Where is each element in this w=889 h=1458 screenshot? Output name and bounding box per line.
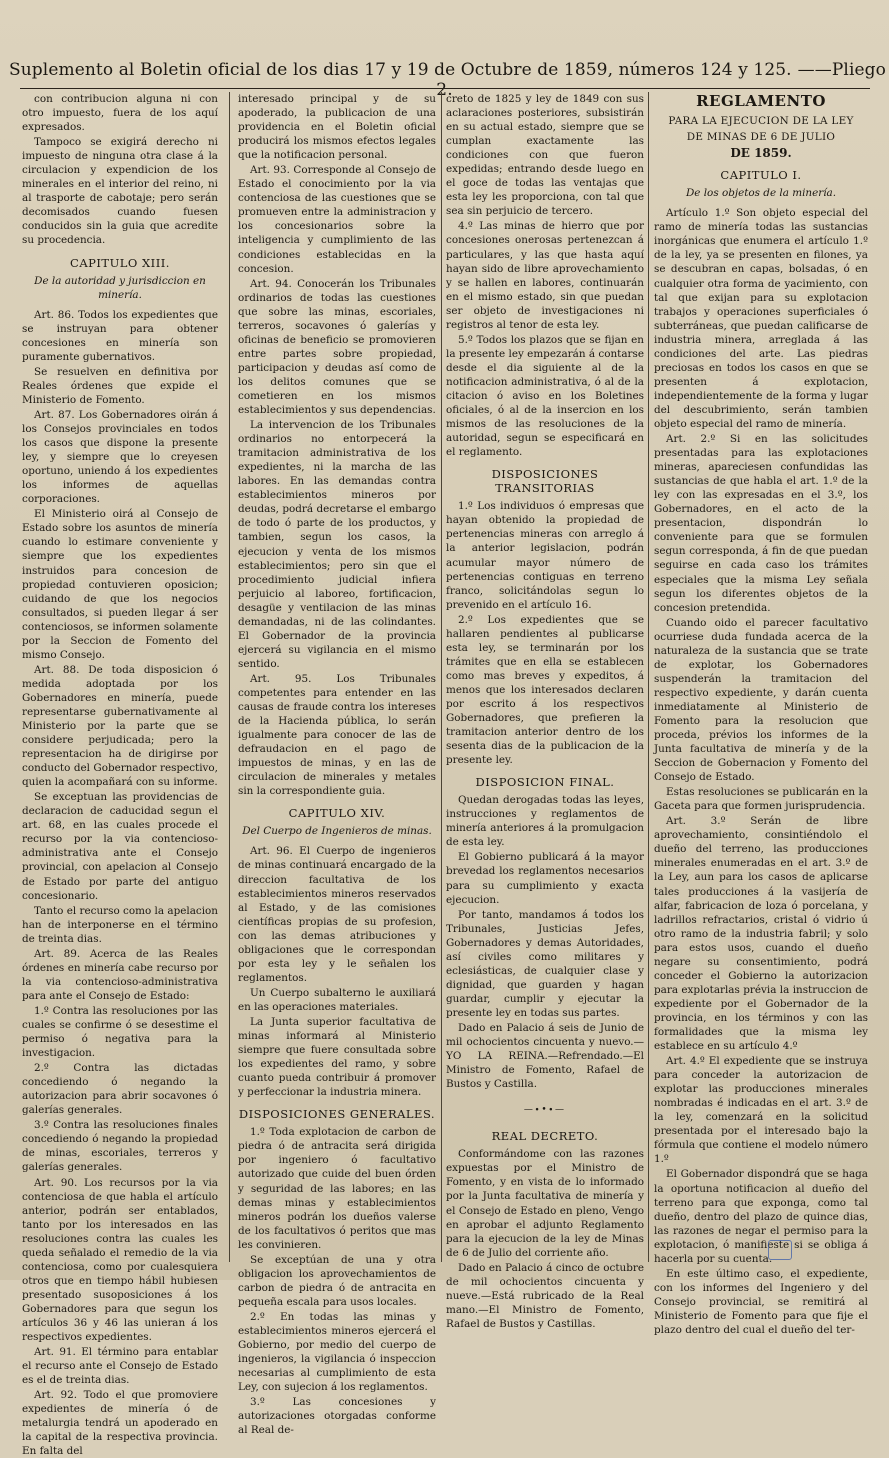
paragraph: Art. 3.º Serán de libre aprovechamiento, consintiéndolo el dueño del terreno, las producciones minerales enumeradas en el art. 3.º de la Ley, aun para los casos de aplicarse tales producciones á la vasijería de alfar, fabricacion de loza ó porcelana, y ladrillos refractarios, cristal ó vidrio ú otro ramo de la industria fabril; y solo para estos usos, cuando el dueño negare su consentimiento, podrá conceder el Gobierno la autorizacion para explotarlas prévia la instruccion de expediente por el Gobernador de la provincia, en los términos y con las formalidades que la misma ley establece en su artículo 4.º xyxy=(654,815,868,1053)
section-subtitle: De los objetos de la minería. xyxy=(685,187,837,200)
paragraph: Por tanto, mandamos á todos los Tribunales, Justicias Jefes, Gobernadores y demas Autoridades, así civiles como militares y eclesiásticas, de cualquier clase y dignidad, que guarden y hagan guardar, cumplir y ejecutar la presente ley en todas sus partes. xyxy=(446,908,644,1019)
paragraph: Cuando oido el parecer facultativo ocurriese duda fundada acerca de la naturaleza de la sustancia que se trate de explotar, los Gobernadores suspenderán la tramitacion del respectivo expediente, y darán cuenta inmediatamente al Ministerio de Fomento para la resolucion que proceda, prévios los informes de la Junta facultativa de minería y de la Seccion de Gobernacion y Fomento del Consejo de Estado. xyxy=(654,616,868,784)
paragraph: Art. 90. Los recursos por la via contenciosa de que habla el artículo anterior, podrán ser entablados, tanto por los interesados en las resoluciones contra las cuales les queda señalado el remedio de la via contenciosa, como por cualesquiera otros que en tiempo hábil hubiesen presentado susoposiciones á los Gobernadores para que segun los artículos 36 y 46 las unieran á los respectivos expedientes. xyxy=(22,1176,218,1344)
column-divider xyxy=(648,92,649,1262)
paragraph: 1.º Contra las resoluciones por las cuales se confirme ó se desestime el permiso ó negativa para la investigacion. xyxy=(22,1004,218,1060)
section-subtitle: Del Cuerpo de Ingenieros de minas. xyxy=(242,825,432,838)
library-stamp xyxy=(768,1240,792,1260)
section-heading: DISPOSICION FINAL. xyxy=(475,775,615,790)
column-divider xyxy=(441,92,442,1262)
section-heading: DISPOSICIONES GENERALES. xyxy=(238,1107,436,1122)
paragraph: Conformándome con las razones expuestas por el Ministro de Fomento, y en vista de lo informado por la Junta facultativa de minería y el Consejo de Estado en pleno, Vengo en aprobar el adjunto Reglamento para la ejecucion de la ley de Minas de 6 de Julio del corriente año. xyxy=(446,1148,644,1259)
paragraph: La intervencion de los Tribunales ordinarios no entorpecerá la tramitacion administrativa de los expedientes, ni la marcha de las labores. En las demandas contra establecimientos mineros por deudas, podrá decretarse el embargo de todo ó parte de los productos, y tambien, segun los casos, la ejecucion y venta de los mismos establecimientos; pero sin que el procedimiento judicial infiera perjuicio al laboreo, fortificacion, desagüe y ventilacion de las minas demandadas, ni de las colindantes. El Gobernador de la provincia ejercerá su vigilancia en el mismo sentido. xyxy=(238,419,436,670)
paragraph: Quedan derogadas todas las leyes, instrucciones y reglamentos de minería anteriores á la promulgacion de esta ley. xyxy=(446,794,644,849)
paragraph: Se exceptúan de una y otra obligacion los aprovechamientos de carbon de piedra ó de antracita en pequeña escala para usos locales. xyxy=(238,1253,436,1308)
paragraph: Art. 86. Todos los expedientes que se instruyan para obtener concesiones en minería son puramente gubernativos. xyxy=(22,308,218,363)
paragraph: 2.º Contra las dictadas concediendo ó negando la autorizacion para abrir socavones ó galerías generales. xyxy=(22,1062,218,1117)
section-heading: CAPITULO I. xyxy=(720,168,802,183)
paragraph: Estas resoluciones se publicarán en la Gaceta para que formen jurisprudencia. xyxy=(654,786,868,813)
paragraph: 5.º Todos los plazos que se fijan en la presente ley empezarán á contarse desde el dia siguiente al de la notificacion administrativa, ó al de la citacion ó aviso en los Boletines oficiales, ó al de la insercion en los mismos de las resoluciones de la autoridad, segun se especificará en el reglamento. xyxy=(446,333,644,459)
section-subtitle: De la autoridad y jurisdiccion en minería. xyxy=(34,274,206,301)
section-heading: DISPOSICIONES TRANSITORIAS xyxy=(491,467,599,496)
paragraph: Art. 95. Los Tribunales competentes para entender en las causas de fraude contra los intereses de la Hacienda pública, lo serán igualmente para conocer de las de defraudacion en el pago de impuestos de minas, y en las de circulacion de minerales y metales sin la correspondiente guia. xyxy=(238,672,436,798)
paragraph: Art. 91. El término para entablar el recurso ante el Consejo de Estado es el de treinta dias. xyxy=(22,1346,218,1387)
paragraph: Art. 89. Acerca de las Reales órdenes en minería cabe recurso por la via contencioso-administrativa para ante el Consejo de Estado: xyxy=(22,947,218,1002)
header-rule xyxy=(20,88,870,89)
paragraph: 1.º Toda explotacion de carbon de piedra ó de antracita será dirigida por ingeniero ó facultativo autorizado que cuide del buen órden y seguridad de las labores; en las demas minas y establecimientos mineros podrán los dueños valerse de los facultativos ó peritos que mas les convinieren. xyxy=(238,1126,436,1251)
paragraph: creto de 1825 y ley de 1849 con sus aclaraciones posteriores, subsistirán en su actual estado, siempre que se cumplan exactamente las condiciones con que fueron expedidas; entrando desde luego en el goce de todas las ventajas que esta ley les proporciona, con tal que sea sin perjuicio de tercero. xyxy=(446,93,644,218)
paragraph: interesado principal y de su apoderado, la publicacion de una providencia en el Boletin oficial producirá los mismos efectos legales que la notificacion personal. xyxy=(238,93,436,162)
column-3 xyxy=(446,92,644,1330)
paragraph: Tanto el recurso como la apelacion han de interponerse en el término de treinta dias. xyxy=(22,904,218,945)
paragraph: Art. 96. El Cuerpo de ingenieros de minas continuará encargado de la direccion facultativa de los establecimientos mineros reservados al Estado, y de las comisiones científicas propias de su profesion, con las demas atribuciones y obligaciones que le correspondan por esta ley y le señalen los reglamentos. xyxy=(238,845,436,984)
paragraph: Art. 87. Los Gobernadores oirán á los Consejos provinciales en todos los casos que dispone la presente ley, y siempre que lo creyesen oportuno, uniendo á los expedientes los informes de aquellas corporaciones. xyxy=(22,408,218,506)
paragraph: En este último caso, el expediente, con los informes del Ingeniero y del Consejo provincial, se remitirá al Ministerio de Fomento para que fije el plazo dentro del cual el dueño del ter- xyxy=(654,1267,868,1336)
paragraph: Un Cuerpo subalterno le auxiliará en las operaciones materiales. xyxy=(238,986,436,1013)
reglamento-subtitle: PARA LA EJECUCION DE LA LEY xyxy=(668,115,854,128)
paragraph: 3.º Las concesiones y autorizaciones otorgadas conforme al Real de- xyxy=(238,1396,436,1437)
column-1 xyxy=(22,92,218,1458)
column-4 xyxy=(654,92,868,1336)
paragraph: 2.º En todas las minas y establecimientos mineros ejercerá el Gobierno, por medio del cuerpo de ingenieros, la vigilancia ó inspeccion necesarias al cumplimiento de esta Ley, con sujecion á los reglamentos. xyxy=(238,1310,436,1394)
paragraph: 4.º Las minas de hierro que por concesiones onerosas pertenezcan á particulares, y las que hasta aquí hayan sido de libre aprovechamiento y se hallen en labores, continuarán en el mismo estado, sin que puedan ser objeto de investigaciones ni registros al tenor de esta ley. xyxy=(446,220,644,331)
paragraph: Art. 92. Todo el que promoviere expedientes de minería ó de metalurgia tendrá un apoderado en la capital de la respectiva provincia. En falta del xyxy=(22,1389,218,1458)
paragraph: Se resuelven en definitiva por Reales órdenes que expide el Ministerio de Fomento. xyxy=(22,365,218,406)
paragraph: Se exceptuan las providencias de declaracion de caducidad segun el art. 68, en las cuales procede el recurso por la via contencioso-administrativa ante el Consejo provincial, con apelacion al Consejo de Estado por parte del antiguo concesionario. xyxy=(22,791,218,902)
paragraph: Dado en Palacio á seis de Junio de mil ochocientos cincuenta y nuevo.—YO LA REINA.—Refrendado.—El Ministro de Fomento, Rafael de Bustos y Castilla. xyxy=(446,1022,644,1091)
paragraph: 2.º Los expedientes que se hallaren pendientes al publicarse esta ley, se terminarán por los trámites que en ella se establecen como mas breves y expeditos, á menos que los interesados declaren por escrito á los respectivos Gobernadores, que prefieren la tramitacion anterior dentro de los sesenta dias de la publicacion de la presente ley. xyxy=(446,613,644,767)
paragraph: Art. 88. De toda disposicion ó medida adoptada por los Gobernadores en minería, puede representarse gubernativamente al Ministerio por la parte que se considere perjudicada; pero la representacion ha de dirigirse por conducto del Gobernador respectivo, quien la acompañará con su informe. xyxy=(22,663,218,789)
paragraph: Art. 93. Corresponde al Consejo de Estado el conocimiento por la via contenciosa de las cuestiones que se promueven entre la administracion y los concesionarios sobre la inteligencia y cumplimiento de las condiciones establecidas en la concesion. xyxy=(238,164,436,275)
section-heading: CAPITULO XIV. xyxy=(288,806,386,821)
reglamento-year: DE 1859. xyxy=(730,146,792,161)
paragraph: Dado en Palacio á cinco de octubre de mil ochocientos cincuenta y nueve.—Está rubricado de la Real mano.—El Ministro de Fomento, Rafael de Bustos y Castillas. xyxy=(446,1261,644,1330)
ornament-divider: —∙•∙— xyxy=(523,1105,567,1116)
column-divider xyxy=(229,92,230,1262)
paragraph: El Gobernador dispondrá que se haga la oportuna notificacion al dueño del terreno para que exponga, como tal dueño, dentro del plazo de quince dias, las razones de negar el permiso para la explotacion, ó manifieste si se obliga á hacerla por su cuenta. xyxy=(654,1168,868,1265)
paragraph: Art. 94. Conocerán los Tribunales ordinarios de todas las cuestiones que sobre las minas, escoriales, terreros, socavones ó galerías y oficinas de beneficio se promovieren entre partes sobre propiedad, participacion y deudas así como de los delitos comunes que se cometieren en los mismos establecimientos y sus dependencias. xyxy=(238,277,436,417)
paragraph: Art. 2.º Si en las solicitudes presentadas para las explotaciones mineras, apareciesen confundidas las sustancias de que habla el art. 1.º de la ley con las expresadas en el 3.º, los Gobernadores, en el acto de la presentacion, dispondrán lo conveniente para que se formulen segun corresponda, á fin de que puedan seguirse en cada caso los trámites especiales que la misma Ley señala segun los diferentes objetos de la concesion pretendida. xyxy=(654,433,868,614)
section-heading: REAL DECRETO. xyxy=(491,1129,599,1144)
paragraph: Art. 4.º El expediente que se instruya para conceder la autorizacion de explotar las producciones minerales nombradas é indicadas en el art. 3.º de la ley, comenzará en la solicitud presentada por el interesado bajo la fórmula que contiene el modelo número 1.º xyxy=(654,1055,868,1166)
header-title: Suplemento al Boletin oficial de los dias 17 y 19 de Octubre de 1859, números 124 y 125. xyxy=(9,60,792,80)
paragraph: Tampoco se exigirá derecho ni impuesto de ninguna otra clase á la circulacion y expendicion de los minerales en el interior del reino, ni al trasporte de cabotaje; pero serán decomisados cuando fuesen conducidos sin la guia que acredite su procedencia. xyxy=(22,136,218,247)
reglamento-title: REGLAMENTO xyxy=(696,92,826,110)
paragraph: El Ministerio oirá al Consejo de Estado sobre los asuntos de minería cuando lo estimare conveniente y siempre que los expedientes instruidos para concesion de propiedad contuvieren oposicion; cuidando de que los negocios consultados, si pueden llegar á ser contenciosos, se informen solamente por la Seccion de Fomento del mismo Consejo. xyxy=(22,508,218,661)
section-heading: CAPITULO XIII. xyxy=(70,255,170,270)
paragraph: El Gobierno publicará á la mayor brevedad los reglamentos necesarios para su cumplimiento y exacta ejecucion. xyxy=(446,851,644,906)
paragraph: Artículo 1.º Son objeto especial del ramo de minería todas las sustancias inorgánicas que enumera el artículo 1.º de la ley, ya se presenten en filones, ya se descubran en capas, bolsadas, ó en cualquier otra forma de yacimiento, con tal que exijan para su explotacion trabajos y operaciones superficiales ó subterráneas, que puedan calificarse de industria minera, arreglada á las condiciones del arte. Las piedras preciosas en todos los casos en que se presenten á explotacion, independientemente de la forma y lugar del descubrimiento, serán tambien objeto especial del ramo de minería. xyxy=(654,207,868,430)
paragraph: con contribucion alguna ni con otro impuesto, fuera de los aquí expresados. xyxy=(22,93,218,134)
header-pliego: ——Pliego 2. xyxy=(436,60,886,100)
column-2 xyxy=(238,92,436,1437)
paragraph: 1.º Los individuos ó empresas que hayan obtenido la propiedad de pertenencias mineras con arreglo á la anterior legislacion, podrán acumular mayor número de pertenencias contiguas en terreno franco, solicitándolas segun lo prevenido en el artículo 16. xyxy=(446,500,644,611)
paragraph: 3.º Contra las resoluciones finales concediendo ó negando la propiedad de minas, escoriales, terreros y galerías generales. xyxy=(22,1119,218,1174)
paragraph: La Junta superior facultativa de minas informará al Ministerio siempre que fuere consultada sobre los expedientes del ramo, y sobre cuanto pueda contribuir á promover y perfeccionar la industria minera. xyxy=(238,1016,436,1099)
reglamento-subtitle: DE MINAS DE 6 DE JULIO xyxy=(686,131,836,144)
